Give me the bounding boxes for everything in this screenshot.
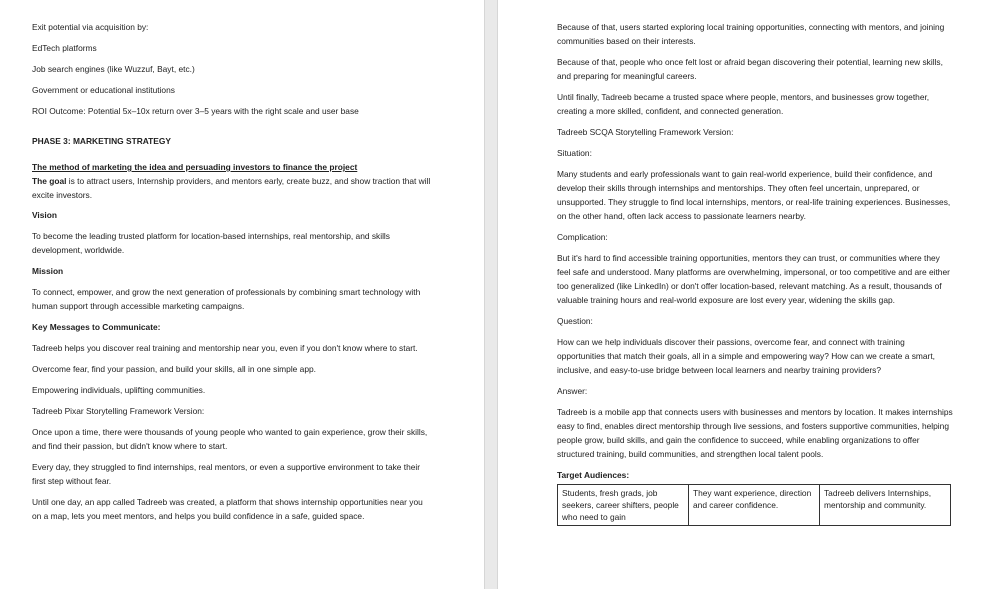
roi-outcome: ROI Outcome: Potential 5x–10x return over 3–5 years with the right scale and user base: [32, 106, 359, 116]
page-left-content: [32, 20, 432, 530]
method-heading: The method of marketing the idea and persuading investors to finance the project: [32, 162, 358, 172]
complication-label: Complication:: [557, 232, 608, 242]
situation-text: Many students and early professionals want to gain real-world experience, build their confidence, and develop their skills through internships and mentorships. They often feel uncertain, unprepared, or unsupported. They struggle to find local internships, mentors, or real-life training experiences. Businesses, on the other hand, often lack access to passionate learners nearby.: [557, 169, 951, 221]
target-audiences-heading: Target Audiences:: [557, 470, 630, 480]
target-audience-table: [557, 484, 951, 526]
table-cell: Students, fresh grads, job seekers, career shifters, people who need to gain: [558, 485, 689, 526]
key-messages-heading: Key Messages to Communicate:: [32, 322, 161, 332]
document-page-right: [498, 0, 1000, 589]
pixar-paragraph: Because of that, users started exploring local training opportunities, connecting with mentors, and joining communities based on their interests.: [557, 22, 945, 46]
mission-text: To connect, empower, and grow the next generation of professionals by combining smart technology with human support through accessible marketing campaigns.: [32, 287, 421, 311]
table-cell: Tadreeb delivers Internships, mentorship and community.: [820, 485, 951, 526]
pixar-title: Tadreeb Pixar Storytelling Framework Version:: [32, 406, 205, 416]
pixar-paragraph: Until one day, an app called Tadreeb was created, a platform that shows internship opportunities near you on a map, lets you meet mentors, and helps you build confidence in a safe, guided space.: [32, 497, 423, 521]
phase-heading: PHASE 3: MARKETING STRATEGY: [32, 136, 171, 146]
situation-label: Situation:: [557, 148, 592, 158]
table-cell: They want experience, direction and career confidence.: [689, 485, 820, 526]
goal-label: The goal: [32, 176, 67, 186]
pixar-paragraph: Because of that, people who once felt lost or afraid began discovering their potential, learning new skills, and preparing for meaningful careers.: [557, 57, 943, 81]
page-gutter: [484, 0, 498, 589]
vision-heading: Vision: [32, 210, 57, 220]
key-message: Empowering individuals, uplifting communities.: [32, 385, 206, 395]
key-message: Overcome fear, find your passion, and build your skills, all in one simple app.: [32, 364, 316, 374]
complication-text: But it's hard to find accessible training opportunities, mentors they can trust, or communities where they feel safe and understood. Many platforms are overwhelming, impersonal, or too competitive and are either too generalized (like LinkedIn) or don't offer location-based, relevant matching. As a result, thousands of valuable training hours and real-world exposure are lost every year, widening the skills gap.: [557, 253, 950, 305]
method-paragraph: [32, 160, 432, 202]
answer-text: Tadreeb is a mobile app that connects users with businesses and mentors by location. It makes internships easy to find, enables direct mentorship through live sessions, and fosters supportive communities, helping people grow, build skills, and gain the confidence to succeed, while enabling organizations to offer structured training, build communities, and strengthen local talent pools.: [557, 407, 953, 459]
exit-item: Government or educational institutions: [32, 85, 175, 95]
mission-heading: Mission: [32, 266, 64, 276]
pixar-paragraph: Every day, they struggled to find internships, real mentors, or even a supportive environment to take their first step without fear.: [32, 462, 421, 486]
exit-item: Job search engines (like Wuzzuf, Bayt, etc.): [32, 64, 195, 74]
document-page-left: [0, 0, 484, 589]
vision-text: To become the leading trusted platform for location-based internships, real mentorship, and skills development, worldwide.: [32, 231, 390, 255]
answer-label: Answer:: [557, 386, 588, 396]
table-row: [558, 485, 951, 526]
goal-text: is to attract users, Internship providers, and mentors early, create buzz, and show traction that will excite investors.: [32, 176, 431, 200]
pixar-paragraph: Once upon a time, there were thousands of young people who wanted to gain experience, grow their skills, and find their passion, but didn't know where to start.: [32, 427, 428, 451]
question-text: How can we help individuals discover their passions, overcome fear, and connect with training opportunities that match their goals, all in a simple and empowering way? How can we create a smart, inclusive, and easy-to-use bridge between local learners and nearby training providers?: [557, 337, 935, 375]
key-message: Tadreeb helps you discover real training and mentorship near you, even if you don't know where to start.: [32, 343, 418, 353]
exit-title: Exit potential via acquisition by:: [32, 22, 149, 32]
question-label: Question:: [557, 316, 593, 326]
exit-item: EdTech platforms: [32, 43, 97, 53]
scqa-title: Tadreeb SCQA Storytelling Framework Version:: [557, 127, 734, 137]
page-right-content: [557, 20, 953, 526]
pixar-paragraph: Until finally, Tadreeb became a trusted space where people, mentors, and businesses grow together, creating a more skilled, confident, and connected generation.: [557, 92, 930, 116]
